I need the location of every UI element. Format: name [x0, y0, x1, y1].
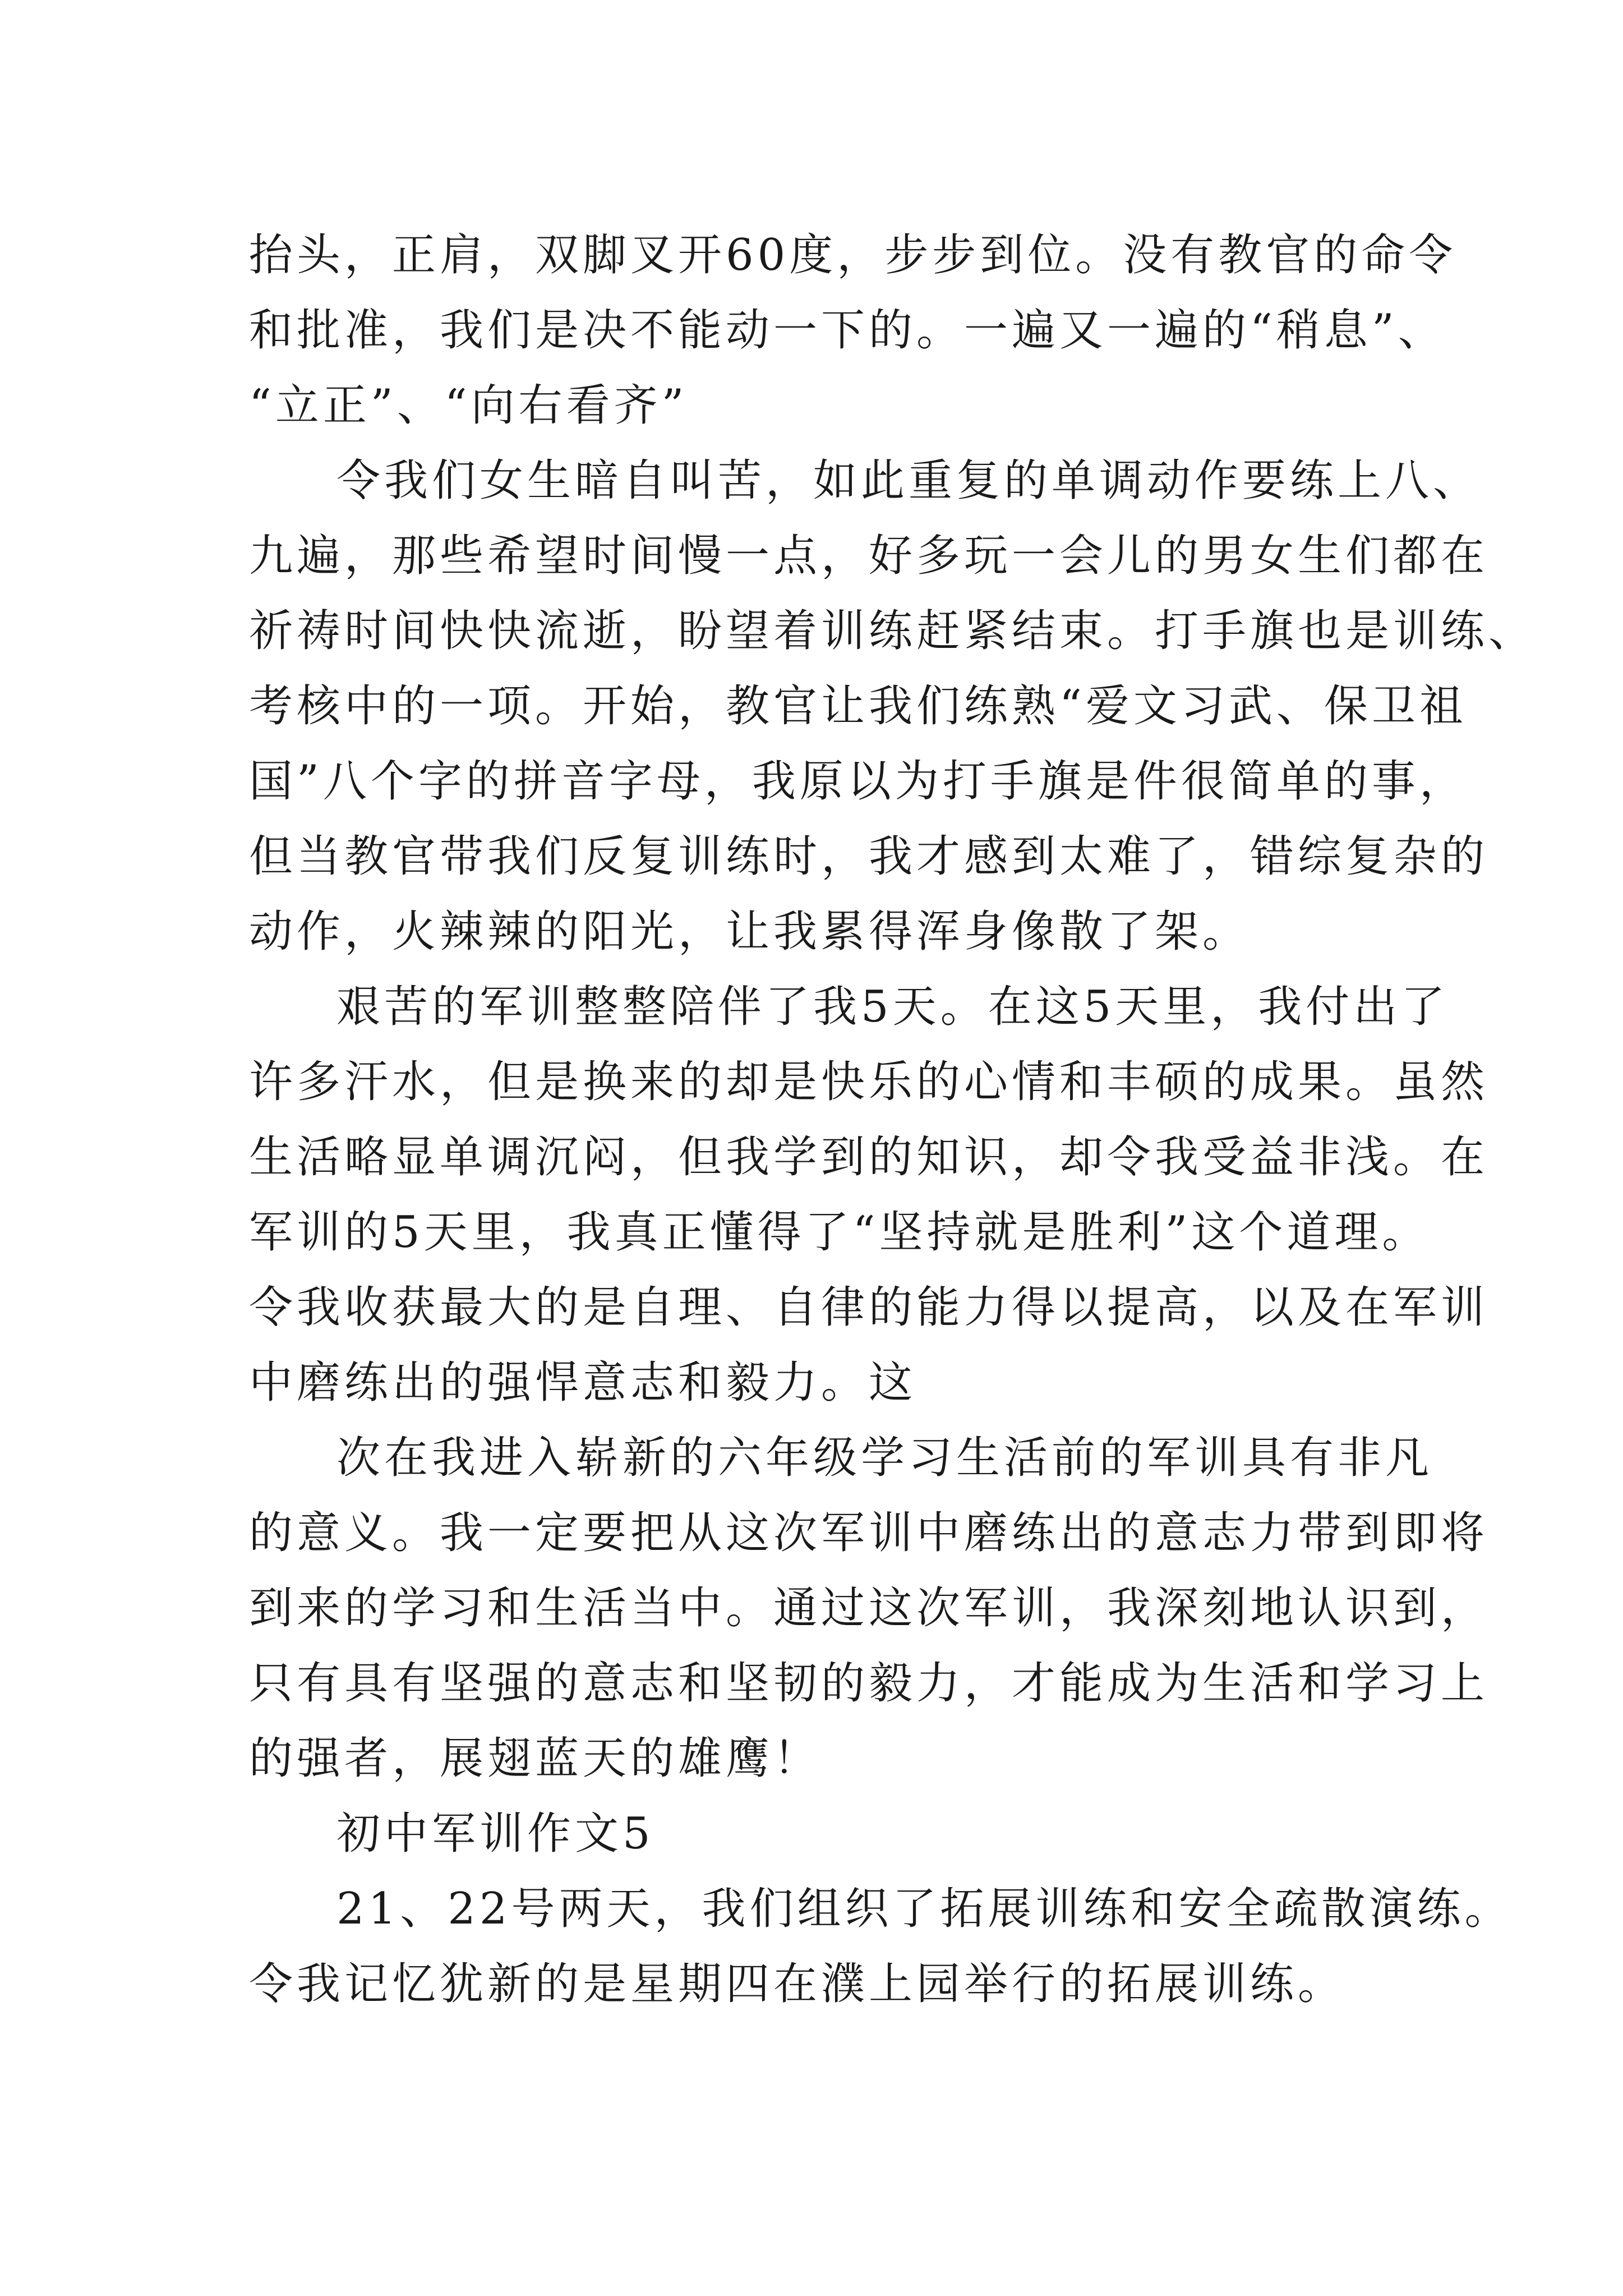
- text-line: 生活略显单调沉闷，但我学到的知识，却令我受益非浅。在: [249, 1132, 1489, 1182]
- text-line: 抬头，正肩，双脚叉开60度，步步到位。没有教官的命令: [249, 230, 1457, 280]
- document-body: [249, 218, 1537, 2022]
- text-line: 国”八个字的拼音字母，我原以为打手旗是件很简单的事，: [249, 756, 1467, 807]
- text-line: 许多汗水，但是换来的却是快乐的心情和丰硕的成果。虽然: [249, 1057, 1489, 1107]
- text-line: 的意义。我一定要把从这次军训中磨练出的意志力带到即将: [249, 1508, 1489, 1558]
- text-line: 只有具有坚强的意志和坚韧的毅力，才能成为生活和学习上: [249, 1658, 1489, 1709]
- text-line: 动作，火辣辣的阳光，让我累得浑身像散了架。: [249, 907, 1251, 957]
- text-line: 中磨练出的强悍意志和毅力。这: [249, 1358, 917, 1408]
- text-line: 令我收获最大的是自理、自律的能力得以提高，以及在军训: [249, 1282, 1489, 1333]
- paragraph-start-line: 艰苦的军训整整陪伴了我5天。在这5天里，我付出了: [336, 982, 1449, 1032]
- section-heading: 初中军训作文5: [336, 1809, 654, 1859]
- text-line: 考核中的一项。开始，教官让我们练熟“爱文习武、保卫祖: [249, 681, 1467, 731]
- text-line: 九遍，那些希望时间慢一点，好多玩一会儿的男女生们都在: [249, 531, 1489, 581]
- text-line: 的强者，展翅蓝天的雄鹰！: [249, 1733, 822, 1784]
- paragraph-start-line: 21、22号两天，我们组织了拓展训练和安全疏散演练。: [336, 1884, 1513, 1934]
- text-line: 和批准，我们是决不能动一下的。一遍又一遍的“稍息”、: [249, 305, 1446, 356]
- paragraph-start-line: 次在我进入崭新的六年级学习生活前的军训具有非凡: [336, 1433, 1433, 1483]
- text-line: 到来的学习和生活当中。通过这次军训，我深刻地认识到，: [249, 1583, 1489, 1634]
- text-line: 但当教官带我们反复训练时，我才感到太难了，错综复杂的: [249, 831, 1489, 882]
- text-line: 令我记忆犹新的是星期四在濮上园举行的拓展训练。: [249, 1959, 1346, 2009]
- text-line: 军训的5天里，我真正懂得了“坚持就是胜利”这个道理。: [249, 1207, 1430, 1258]
- text-line: “立正”、“向右看齐”: [249, 380, 688, 431]
- paragraph-start-line: 令我们女生暗自叫苦，如此重复的单调动作要练上八、: [336, 455, 1481, 506]
- text-line: 祈祷时间快快流逝，盼望着训练赶紧结束。打手旗也是训练、: [249, 606, 1537, 656]
